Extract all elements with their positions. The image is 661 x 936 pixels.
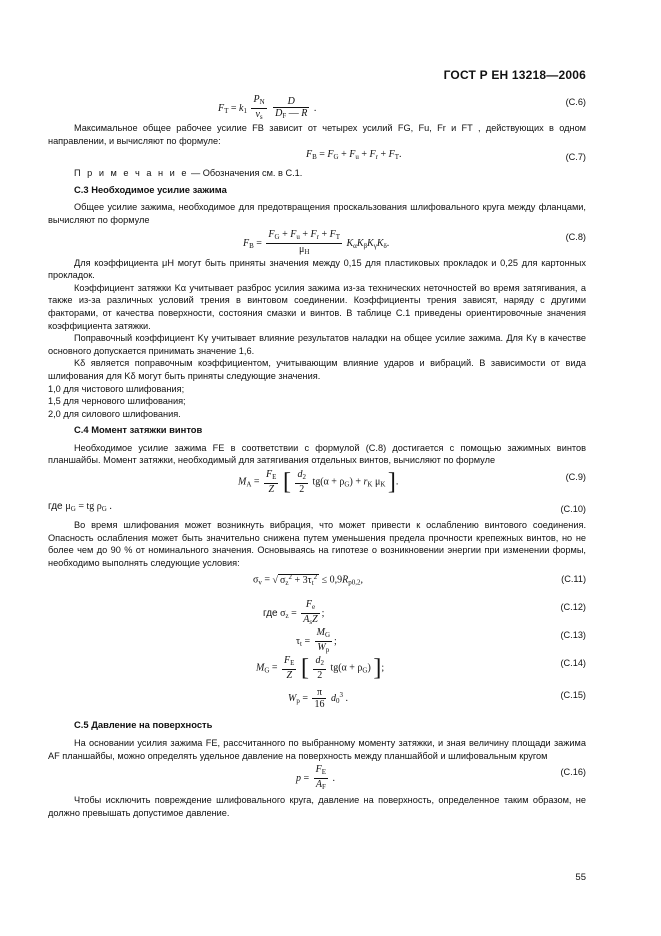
paragraph-vibration: Во время шлифования может возникнуть вибрация, что может привести к ослаблению винтового соединения. Опасность ослабления может быть значительно снижена путем уменьшения предела прочности крепежных винтов, но не более чем до 90 % от номинального значения. Основываясь на гипотезе о возникновении энергии при изменении формы, необходимо выполнять следующие условия:: [48, 520, 586, 568]
equation-c8: [48, 229, 586, 255]
equation-c16-body: p = $\frac{F_E}{A_F}$ .: [296, 764, 336, 792]
list-item: 1,0 для чистового шлифования;: [48, 383, 185, 394]
equation-c16-number: (C.16): [560, 767, 586, 778]
equation-c7-number: (C.7): [565, 152, 586, 163]
paragraph-max-force: Максимальное общее рабочее усилие FB зависит от четырех усилий FG, Fu, Fr и FT , действующих в одном направлении, и вычисляют по формуле:: [48, 123, 586, 146]
paragraph-k-alpha: Коэффициент затяжки Kα учитывает разброс усилия зажима из-за технических неточностей во время затягивания, а также из-за различных условий трения в винтовом соединении. Коэффициенты трения зависят, наряду с другими факторами, от качества поверхности, состояния смазки и винтов. В таблице C.1 приведены ориентировочные значения коэффициента затяжки.: [48, 282, 586, 331]
equation-c15-body: $W_p$ = $\frac{\pi}{16}$ $d_0^3$ .: [288, 687, 348, 711]
equation-c6-body: $F_T = k_1$ $\frac{P_N}{v_s}$ $\frac{D}{D_F — R}$ .: [218, 94, 317, 121]
equation-c9-body: $M_A$ = $\frac{F_E}{Z}$ [ $\frac{d_2}{2}$ $tg(\alpha + \rho_G) + r_K$ $\mu_K$ ].: [238, 469, 399, 496]
paragraph-surface-pressure: На основании усилия зажима FE, рассчитанного по выбранному моменту затяжки, и зная величину площади зажима AF планшайбы, можно определять удельное давление на поверхность между планшайбой и шлифовальным кругом: [48, 738, 586, 761]
paragraph-k-gamma: Поправочный коэффициент Kγ учитывает влияние результатов наладки на общее усилие зажима. Для Kγ в качестве основного допускается принимать значение 1,6.: [48, 333, 586, 356]
section-c5-title: C.5 Давление на поверхность: [74, 719, 213, 731]
equation-c7-body: $F_B = F_G + F_u + F_r + F_T$.: [306, 149, 402, 162]
paragraph-k-delta: Kδ является поправочным коэффициентом, учитывающим влияние ударов и вибраций. В зависимости от вида шлифования для Kδ могут быть приняты следующие значения.: [48, 358, 586, 381]
equation-c14: [48, 655, 586, 685]
equation-c6: [48, 94, 586, 120]
equation-c14-body: $M_G$ = $\frac{F_E}{Z}$ [ $\frac{d_2}{2}$ $tg(\alpha + \rho_G)$ ];: [256, 655, 385, 682]
paragraph-clamping-force: Общее усилие зажима, необходимое для предотвращения проскальзования шлифовального круга между фланцами, вычисляют по формуле: [48, 202, 586, 225]
equation-c12: [48, 599, 586, 625]
equation-c12-body: где $\sigma_z$ = $\frac{F_e}{A_sZ}$ ;: [263, 599, 325, 627]
equation-c15-number: (C.15): [560, 690, 586, 701]
equation-c10-prefix: где: [48, 501, 63, 513]
paragraph-mu-h: Для коэффициента μH могут быть приняты значения между 0,15 для пластиковых прокладок и 0,25 для картонных прокладок.: [48, 257, 586, 281]
list-item: 1,5 для чернового шлифования;: [48, 396, 186, 407]
equation-c8-body: $F_B$ = $\frac{F_G + F_u + F_r + F_T}{\mu_H}$ $K_\alpha K_\beta K_\gamma K_\delta$.: [243, 228, 390, 256]
equation-c16: [48, 764, 586, 792]
equation-c10-body: где $\mu_G$ = tg $\rho_G$ .: [48, 501, 112, 514]
equation-c12-number: (C.12): [560, 602, 586, 613]
equation-c9-number: (C.9): [565, 472, 586, 483]
section-c4-title: C.4 Момент затяжки винтов: [74, 424, 203, 436]
page-content: [48, 92, 586, 819]
equation-c10: [48, 501, 586, 517]
list-item: 2,0 для силового шлифования.: [48, 408, 181, 419]
note-text: — Обозначения см. в C.1.: [188, 168, 303, 179]
equation-c13-number: (C.13): [560, 630, 586, 641]
equation-c10-number: (C.10): [560, 504, 586, 515]
paragraph-allowable-pressure: Чтобы исключить повреждение шлифовального круга, давление на поверхность, определенное таким образом, не должно превышать допустимое давление.: [48, 795, 586, 818]
equation-c15: [48, 687, 586, 713]
equation-c14-number: (C.14): [560, 658, 586, 669]
equation-c12-prefix: где: [263, 608, 278, 620]
equation-c8-number: (C.8): [565, 231, 586, 242]
equation-c9: [48, 469, 586, 499]
equation-c6-number: (C.6): [565, 97, 586, 107]
equation-c13-body: $\tau_t$ = $\frac{M_G}{W_p}$ ;: [296, 627, 337, 655]
equation-c11-body: $\sigma_v$ = √ $\sigma_z^2 + 3\tau_t^2 \le 0,9R_{p0,2}$,: [253, 573, 364, 588]
note-paragraph: [48, 167, 586, 180]
paragraph-tightening-torque: Необходимое усилие зажима FE в соответствии с формулой (C.8) достигается с помощью зажимных винтов планшайбы. Момент затяжки, необходимый для затягивания отдельных винтов, вычисляют по формуле: [48, 442, 586, 466]
note-label: П р и м е ч а н и е: [74, 168, 189, 179]
equation-c11: [48, 571, 586, 597]
page-number: 55: [575, 872, 586, 883]
section-c3-title: C.3 Необходимое усилие зажима: [74, 183, 227, 195]
standard-header: ГОСТ Р ЕН 13218—2006: [443, 68, 586, 82]
equation-c11-number: (C.11): [561, 574, 586, 585]
equation-c13: [48, 627, 586, 653]
equation-c7: [48, 149, 586, 165]
